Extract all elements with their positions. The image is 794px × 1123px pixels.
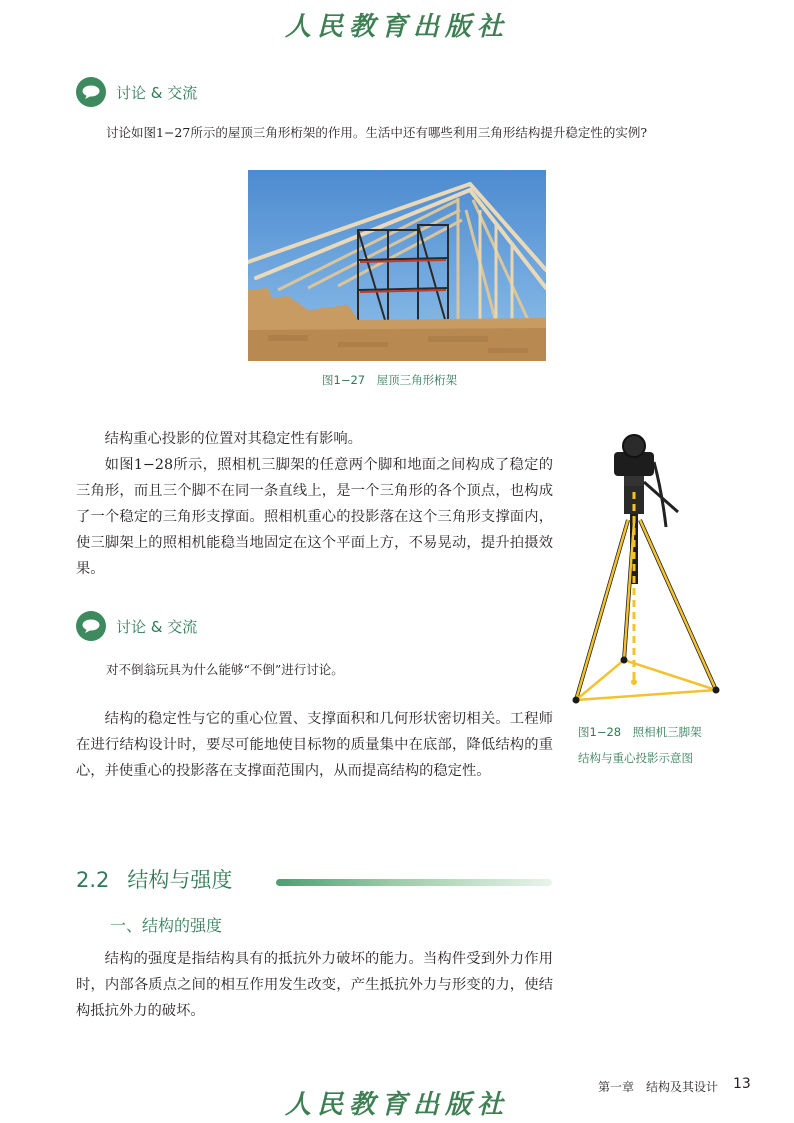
body-paragraphs [76, 426, 553, 582]
subsection-title: 一、结构的强度 [110, 916, 223, 935]
discussion-heading [76, 76, 197, 108]
speech-bubble-icon [76, 77, 106, 107]
paragraph: 结构的强度是指结构具有的抵抗外力破坏的能力。当构件受到外力作用时，内部各质点之间的相互作用发生改变，产生抵抗外力与形变的力，使结构抵抗外力的破坏。 [76, 951, 553, 1019]
body-paragraphs [76, 946, 553, 1024]
discussion-heading [76, 610, 197, 642]
roof-truss-photo [248, 170, 546, 361]
section-divider [276, 879, 552, 886]
page-number: 13 [733, 1076, 751, 1092]
figure-caption: 结构与重心投影示意图 [578, 751, 693, 765]
section-title [76, 864, 232, 894]
footer-chapter: 第一章 结构及其设计 [598, 1080, 719, 1094]
publisher-logo: 人民教育出版社 [284, 12, 509, 42]
figure-caption: 图1−28 照相机三脚架 [578, 725, 702, 739]
discussion-title: 讨论 & 交流 [116, 83, 198, 102]
publisher-logo: 人民教育出版社 [284, 1090, 509, 1120]
tripod-diagram [570, 432, 730, 722]
figure-caption: 图1−27 屋顶三角形桁架 [322, 373, 458, 387]
discussion-prompt: 讨论如图1−27所示的屋顶三角形桁架的作用。生活中还有哪些利用三角形结构提升稳定性的实例? [106, 125, 648, 140]
paragraph: 结构的稳定性与它的重心位置、支撑面积和几何形状密切相关。工程师在进行结构设计时，要尽可能地使目标物的质量集中在底部，降低结构的重心，并使重心的投影落在支撑面范围内，从而提高结构的稳定性。 [76, 711, 553, 779]
body-paragraphs [76, 706, 553, 784]
speech-bubble-icon [76, 611, 106, 641]
section-heading: 结构与强度 [127, 868, 233, 892]
section-number: 2.2 [76, 868, 110, 892]
discussion-prompt: 对不倒翁玩具为什么能够“不倒”进行讨论。 [106, 662, 344, 677]
discussion-title: 讨论 & 交流 [116, 617, 198, 636]
paragraph: 结构重心投影的位置对其稳定性有影响。 [104, 431, 362, 447]
paragraph: 如图1−28所示，照相机三脚架的任意两个脚和地面之间构成了稳定的三角形，而且三个脚不在同一条直线上，是一个三角形的各个顶点，也构成了一个稳定的三角形支撑面。照相机重心的投影落在这个三角形支撑面内，使三脚架上的照相机能稳当地固定在这个平面上方，不易晃动，提升拍摄效果。 [76, 457, 553, 577]
